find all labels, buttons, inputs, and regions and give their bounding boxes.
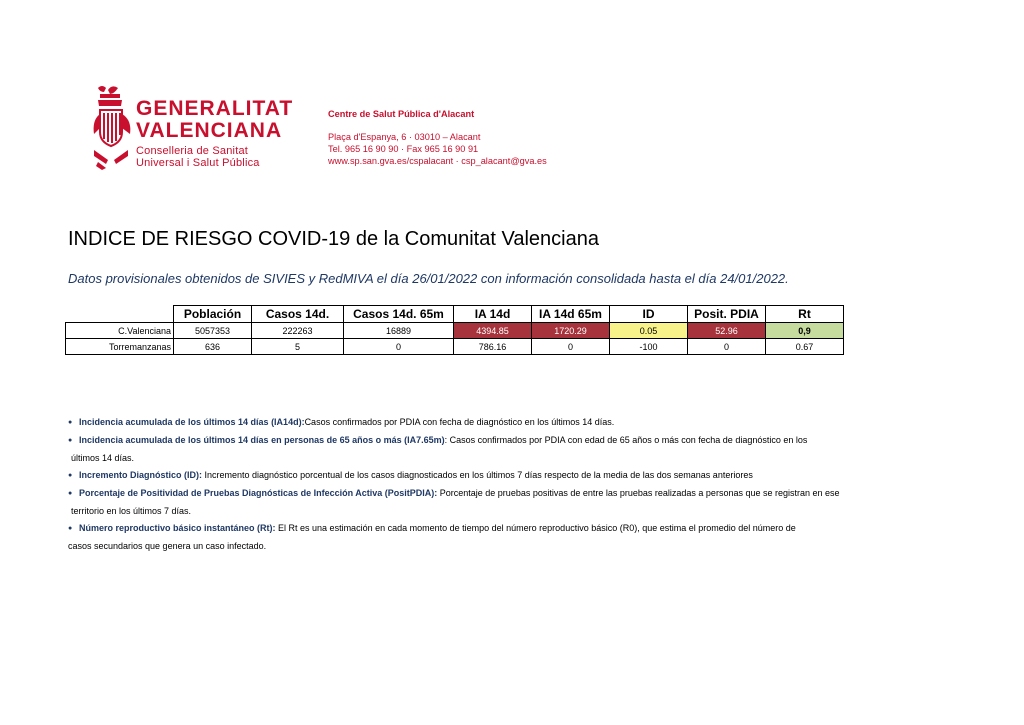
list-item bbox=[68, 485, 898, 520]
logo-conselleria: Conselleria de Sanitat bbox=[136, 145, 249, 157]
header-corner bbox=[66, 306, 174, 323]
definition-text: : Casos confirmados por PDIA con edad de 65 años o más con fecha de diagnóstico en los bbox=[444, 434, 808, 445]
table-cell: 5 bbox=[252, 339, 344, 355]
column-header: IA 14d bbox=[454, 306, 532, 323]
definition-text: Porcentaje de pruebas positivas de entre las pruebas realizadas a personas que se registran en ese bbox=[437, 488, 840, 499]
centre-phone: Tel. 965 16 90 90 · Fax 965 16 90 91 bbox=[328, 144, 479, 154]
risk-index-table bbox=[65, 305, 844, 355]
logo-text bbox=[136, 98, 293, 169]
bullet-icon: ● bbox=[68, 525, 73, 533]
table-row bbox=[66, 323, 844, 339]
definition-term: Incidencia acumulada de los últimos 14 días en personas de 65 años o más (IA7.65m) bbox=[79, 434, 445, 445]
definition-continuation: casos secundarios que genera un caso infectado. bbox=[68, 541, 267, 552]
definitions-list bbox=[68, 414, 898, 556]
table-cell: 786.16 bbox=[454, 339, 532, 355]
column-header: IA 14d 65m bbox=[532, 306, 610, 323]
centre-name: Centre de Salut Pública d'Alacant bbox=[328, 109, 475, 119]
column-header: Casos 14d. bbox=[252, 306, 344, 323]
column-header: ID bbox=[610, 306, 688, 323]
page-subtitle: Datos provisionales obtenidos de SIVIES y RedMIVA el día 26/01/2022 con información consolidada hasta el día 24/01/2022. bbox=[68, 271, 789, 286]
definition-continuation: territorio en los últimos 7 días. bbox=[71, 505, 192, 516]
definition-term: Porcentaje de Positividad de Pruebas Diagnósticas de Infección Activa (PositPDIA): bbox=[79, 488, 438, 499]
definition-text: Casos confirmados por PDIA con fecha de diagnóstico en los últimos 14 días. bbox=[304, 417, 615, 428]
row-label: Torremanzanas bbox=[66, 339, 174, 355]
centre-web: www.sp.san.gva.es/cspalacant · csp_alacant@gva.es bbox=[328, 156, 547, 166]
table-cell: 1720.29 bbox=[532, 323, 610, 339]
table-row bbox=[66, 339, 844, 355]
table-cell: 4394.85 bbox=[454, 323, 532, 339]
table-cell: 0.67 bbox=[766, 339, 844, 355]
bullet-icon: ● bbox=[68, 472, 73, 480]
centre-address: Plaça d'Espanya, 6 · 03010 – Alacant bbox=[328, 132, 481, 142]
table-header-row bbox=[66, 306, 844, 323]
bullet-icon: ● bbox=[68, 436, 73, 444]
table-cell: 16889 bbox=[344, 323, 454, 339]
list-item bbox=[68, 414, 898, 432]
table-cell: 0,9 bbox=[766, 323, 844, 339]
table-cell: 0 bbox=[688, 339, 766, 355]
definition-term: Número reproductivo básico instantáneo (Rt): bbox=[79, 523, 276, 534]
table-cell: -100 bbox=[610, 339, 688, 355]
table-cell: 52.96 bbox=[688, 323, 766, 339]
logo-salut-publica: Universal i Salut Pública bbox=[136, 157, 260, 169]
list-item bbox=[68, 432, 898, 467]
column-header: Rt bbox=[766, 306, 844, 323]
definition-term: Incidencia acumulada de los últimos 14 días (IA14d): bbox=[79, 417, 305, 428]
table-cell: 0 bbox=[532, 339, 610, 355]
table-cell: 0 bbox=[344, 339, 454, 355]
list-item bbox=[68, 520, 898, 555]
page-title: INDICE DE RIESGO COVID-19 de la Comunitat Valenciana bbox=[68, 228, 599, 250]
definition-text: Incremento diagnóstico porcentual de los casos diagnosticados en los últimos 7 días respecto de la media de las dos semanas anteriores bbox=[202, 470, 753, 481]
definition-continuation: últimos 14 días. bbox=[71, 452, 135, 463]
table-cell: 222263 bbox=[252, 323, 344, 339]
centre-contact-block bbox=[328, 108, 547, 167]
definition-term: Incremento Diagnóstico (ID): bbox=[79, 470, 203, 481]
logo-line-generalitat: GENERALITAT bbox=[136, 97, 294, 120]
row-label: C.Valenciana bbox=[66, 323, 174, 339]
table-cell: 636 bbox=[174, 339, 252, 355]
bullet-icon: ● bbox=[68, 489, 73, 497]
column-header: Posit. PDIA bbox=[688, 306, 766, 323]
generalitat-logo bbox=[92, 84, 292, 174]
column-header: Casos 14d. 65m bbox=[344, 306, 454, 323]
list-item bbox=[68, 467, 898, 485]
definition-text: El Rt es una estimación en cada momento de tiempo del número reproductivo básico (R0), que estima el promedio del número de bbox=[275, 523, 796, 534]
table-cell: 5057353 bbox=[174, 323, 252, 339]
bullet-icon: ● bbox=[68, 419, 73, 426]
table-cell: 0.05 bbox=[610, 323, 688, 339]
coat-of-arms-icon bbox=[92, 84, 132, 170]
logo-line-valenciana: VALENCIANA bbox=[136, 119, 283, 142]
column-header: Población bbox=[174, 306, 252, 323]
